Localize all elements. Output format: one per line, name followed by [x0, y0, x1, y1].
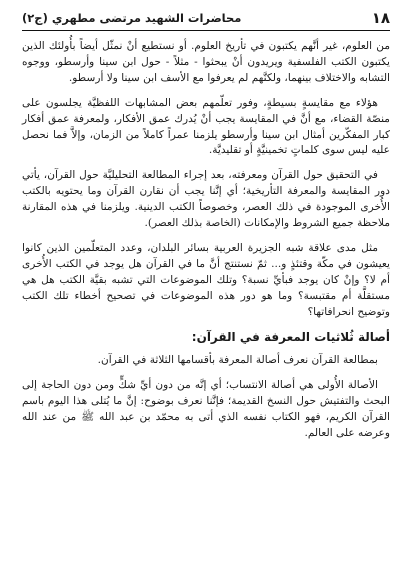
- section-paragraph: الأصالة الأُولى هي أصالة الانتساب؛ أي إنَّه من دون أيِّ شكٍّ ومن دون الحاجة إلى البحث والتفتيش حول النسخ القديمة؛ فإنَّنا نعرف بوضوح: إنَّ ما يُتلى هذا اليوم باسم القرآن الكريم، فهو الكتاب نفسه الذي أتى به محمّد بن عبد الله ﷺ من عند الله وعرضه على العالم.: [22, 379, 390, 440]
- body-paragraph: من العلوم، غير أنَّهم يكتبون في تأريخ العلوم. أو نستطيع أنْ نمثّل أيضاً بأُولئك الذين يكتبون الكتب الفلسفية ويريدون أنْ يبحثوا - مثلاً - حول ابن سينا وأرسطو، ووجوه التشابه والاختلاف بينهما، ولكنَّهم لم يعرفوا مع الأسف ابن سينا ولا أرسطو.: [22, 40, 390, 84]
- running-title: محاضرات الشهيد مرتضى مطهري (ج٢): [22, 11, 242, 25]
- book-page: [22, 8, 390, 577]
- running-header: [22, 8, 390, 31]
- section-heading: أصالة ثُلاثيات المعرفة في القرآن:: [191, 329, 390, 344]
- section-paragraph: بمطالعة القرآن نعرف أصالة المعرفة بأقسامها الثلاثة في القرآن.: [97, 354, 378, 367]
- body-paragraph: هؤلاء مع مقايسةٍ بسيطةٍ، وفور تعلّمهم بعض المشابهات اللفظيَّة يجلسون على منصّة القضاء، مع أنَّ في المقايسة يجب أنْ يُدرك عمق الأفكار، ولمعرفة عمق أفكار كبار المفكّرين أمثال ابن سينا وأرسطو يلزمنا عمراً كاملاً من الزمان، وإلاَّ فما نحصل عليه ليس سوى كلماتٍ تخمينيَّةٍ أو تقليديَّة.: [22, 96, 390, 157]
- body-paragraph: في التحقيق حول القرآن ومعرفته، بعد إجراء المطالعة التحليليَّة حول القرآن، يأتي دور المقايسة والمعرفة التأريخية؛ أي إنَّنا يجب أن نقارن القرآن وما يحتويه بالكتب الأُخرى الموجودة في ذلك العصر، وخصوصاً الكتب الدينية. ويلزمنا في هذه المقارنة ملاحظة جميع الشروط والإمكانات (الخاصة بذلك العصر).: [22, 169, 390, 230]
- body-paragraph: مثل مدى علاقة شبه الجزيرة العربية بسائر البلدان، وعدد المتعلّمين الذين كانوا يعيشون في مكّة وقتئذٍ و... ثمّ نستنتج أنَّ ما في القرآن هل يوجد في الكتب الأُخرى أم لا؟ وإنْ كان يوجد فبأيِّ نسبة؟ وتلك الموضوعات التي تشبه بقيَّة الكتب هل هي مستقلَّة أم مقتبسة؟ وما هو دور هذه الموضوعات في تصحيح أخطاء تلك الكتب وتوضيح انحرافاتها؟: [22, 241, 390, 318]
- page-number: ١٨: [371, 9, 390, 27]
- page-body: [22, 39, 390, 442]
